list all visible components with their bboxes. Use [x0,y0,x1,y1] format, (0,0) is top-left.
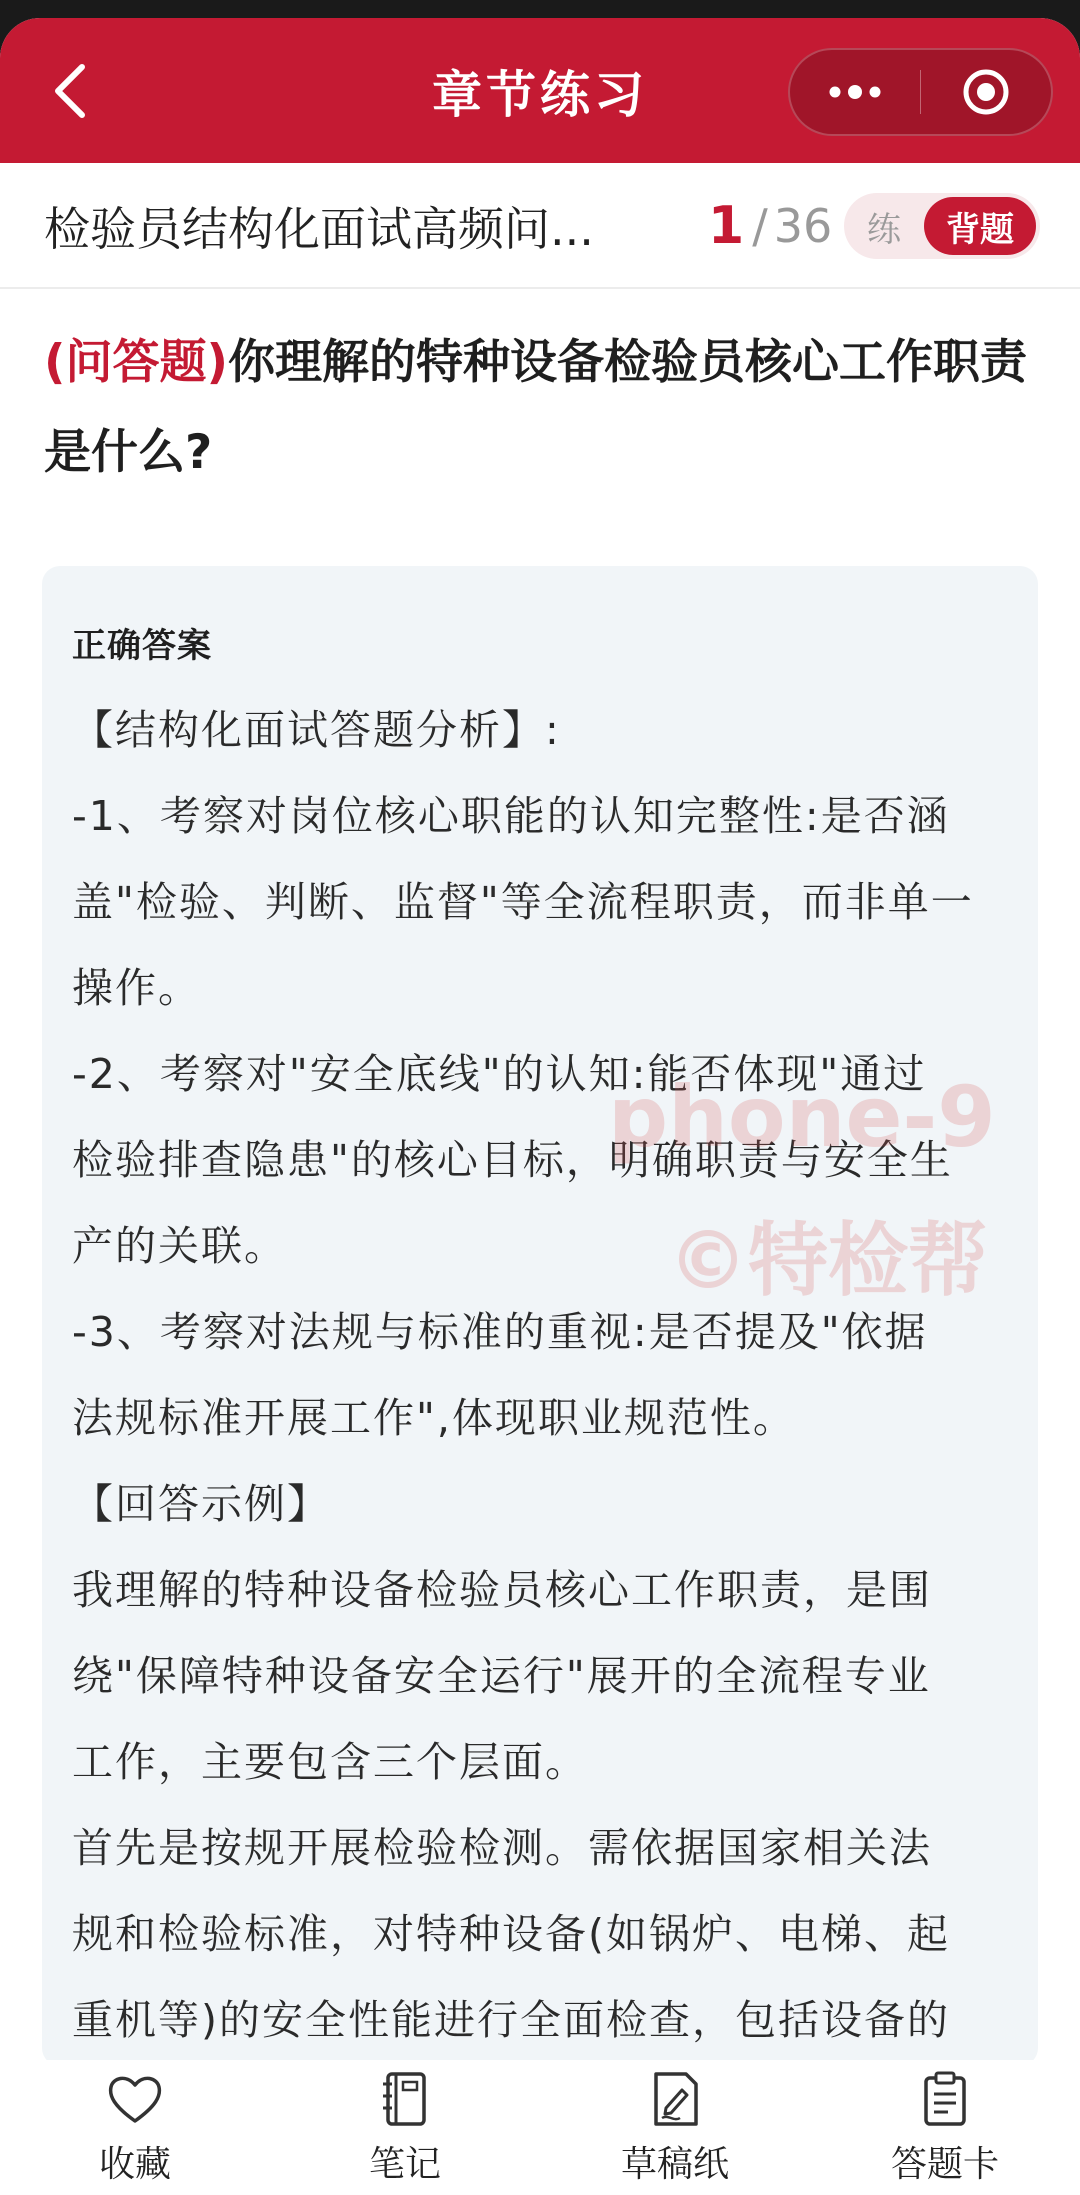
answer-line: -2、考察对"安全底线"的认知:能否体现"通过 [72,1050,927,1098]
page-title: 章节练习 [432,65,648,124]
bottom-toolbar [0,2060,1080,2195]
total-question-number: 36 [773,199,833,253]
answer-card-label: 答题卡 [890,2144,999,2185]
watermark-text: phone-9 [608,1068,996,1166]
mode-toggle [844,193,1040,259]
favorite-button[interactable] [0,2060,270,2195]
more-dots-icon [825,82,885,102]
notes-label: 笔记 [368,2144,441,2185]
answer-line: 我理解的特种设备检验员核心工作职责，是围 [72,1566,932,1614]
answer-line: 工作，主要包含三个层面。 [72,1738,588,1786]
draft-paper-button[interactable] [540,2060,810,2195]
app-screen [0,18,1080,2195]
current-question-number: 1 [708,196,745,256]
target-circle-icon [961,67,1011,117]
question-counter[interactable] [708,163,832,289]
mini-program-capsule [788,48,1053,136]
favorite-label: 收藏 [98,2144,171,2185]
close-button[interactable] [921,50,1051,134]
draft-paper-icon [644,2068,706,2130]
notebook-icon [374,2068,436,2130]
book-title: 检验员结构化面试高频问... [44,202,594,256]
answer-panel [42,566,1038,2066]
mode-practice-option[interactable]: 练 [867,209,901,250]
answer-line: 【结构化面试答题分析】: [72,706,561,754]
more-button[interactable] [790,50,920,134]
question-info-row [0,163,1080,289]
answer-line: -3、考察对法规与标准的重视:是否提及"依据 [72,1308,928,1356]
header-bar [0,18,1080,163]
answer-line: 操作。 [72,964,201,1012]
answer-line: 规和检验标准，对特种设备(如锅炉、电梯、起 [72,1910,950,1958]
question-text: 你理解的特种设备检验员核心工作职责是什么? [44,335,1027,480]
mode-memorize-option[interactable]: 背题 [924,197,1036,255]
answer-line: 检验排查隐患"的核心目标，明确职责与安全生 [72,1136,953,1184]
heart-icon [104,2068,166,2130]
watermark-text: ©特检帮 [668,1214,988,1307]
answer-line: 绕"保障特种设备安全运行"展开的全流程专业 [72,1652,931,1700]
draft-paper-label: 草稿纸 [620,2144,729,2185]
answer-line: 【回答示例】 [72,1480,330,1528]
notes-button[interactable] [270,2060,540,2195]
question-text-block [44,318,1044,498]
answer-line: 重机等)的安全性能进行全面检查，包括设备的 [72,1996,950,2044]
answer-line: 产的关联。 [72,1222,287,1270]
counter-separator: / [752,199,768,253]
answer-card-button[interactable] [810,2060,1080,2195]
answer-line: 法规标准开展工作",体现职业规范性。 [72,1394,796,1442]
clipboard-icon [914,2068,976,2130]
question-type-label: (问答题) [44,335,228,390]
chevron-left-icon [50,61,90,121]
answer-line: -1、考察对岗位核心职能的认知完整性:是否涵 [72,792,950,840]
answer-label: 正确答案 [72,626,212,666]
answer-line: 首先是按规开展检验检测。需依据国家相关法 [72,1824,932,1872]
back-button[interactable] [40,56,100,126]
answer-line: 盖"检验、判断、监督"等全流程职责，而非单一 [72,878,974,926]
